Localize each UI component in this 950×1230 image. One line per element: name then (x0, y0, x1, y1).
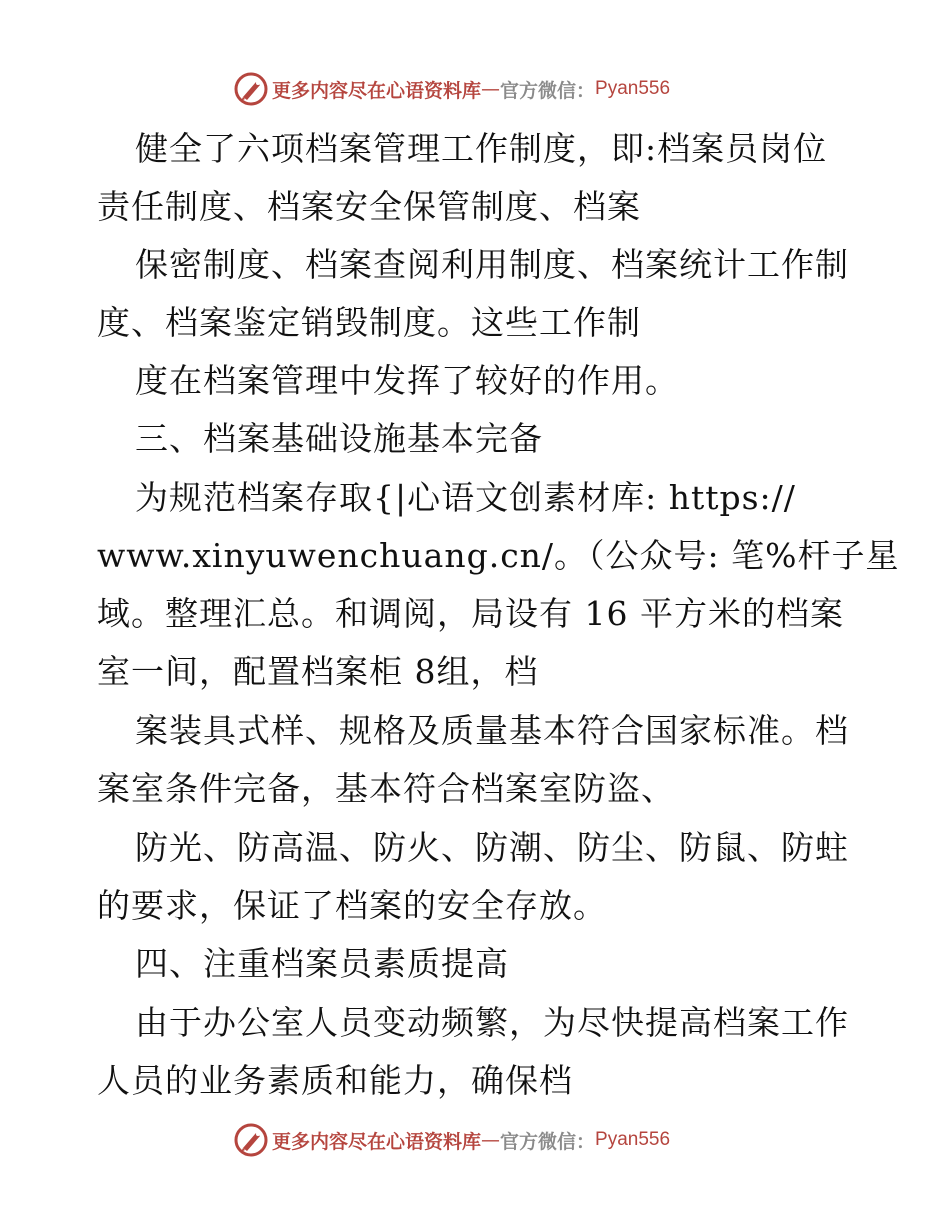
text-line: 防光、防高温、防火、防潮、防尘、防鼠、防蛀 (135, 828, 849, 867)
banner-wechat-id: Pyan556 (595, 78, 671, 99)
text-line: 案室条件完备，基本符合档案室防盗、 (97, 769, 675, 808)
text-line: 的要求，保证了档案的安全存放。 (97, 886, 607, 925)
pen-logo-icon (234, 72, 268, 106)
banner-dash: — (481, 1129, 501, 1151)
text-line: 责任制度、档案安全保管制度、档案 (97, 187, 641, 226)
header-banner (234, 72, 670, 106)
banner-wechat-label: 官方微信： (500, 79, 596, 102)
text-line: 为规范档案存取{|心语文创素材库: https:// (135, 478, 796, 517)
text-line: 案装具式样、规格及质量基本符合国家标准。档 (135, 711, 849, 750)
section-heading: 三、档案基础设施基本完备 (135, 419, 543, 458)
banner-wechat-id: Pyan556 (595, 1129, 671, 1150)
footer-banner (234, 1123, 670, 1157)
section-heading: 四、注重档案员素质提高 (135, 944, 509, 983)
text-line: www.xinyuwenchuang.cn/。（公众号: 笔%杆子星 (97, 536, 900, 575)
banner-dash: — (481, 78, 501, 100)
text-line: 由于办公室人员变动频繁，为尽快提高档案工作 (135, 1003, 849, 1042)
text-line: 域。整理汇总。和调阅，局设有 16 平方米的档案 (97, 594, 844, 633)
text-line: 健全了六项档案管理工作制度，即:档案员岗位 (135, 129, 828, 168)
pen-logo-icon (234, 1123, 268, 1157)
text-line: 人员的业务素质和能力，确保档 (97, 1061, 573, 1100)
text-line: 度在档案管理中发挥了较好的作用。 (135, 361, 679, 400)
banner-wechat-label: 官方微信： (500, 1130, 596, 1153)
banner-text: 更多内容尽在心语资料库 (272, 1130, 482, 1153)
text-line: 度、档案鉴定销毁制度。这些工作制 (97, 303, 641, 342)
banner-text: 更多内容尽在心语资料库 (272, 79, 482, 102)
text-line: 室一间，配置档案柜 8组，档 (97, 652, 539, 691)
text-line: 保密制度、档案查阅利用制度、档案统计工作制 (135, 245, 849, 284)
